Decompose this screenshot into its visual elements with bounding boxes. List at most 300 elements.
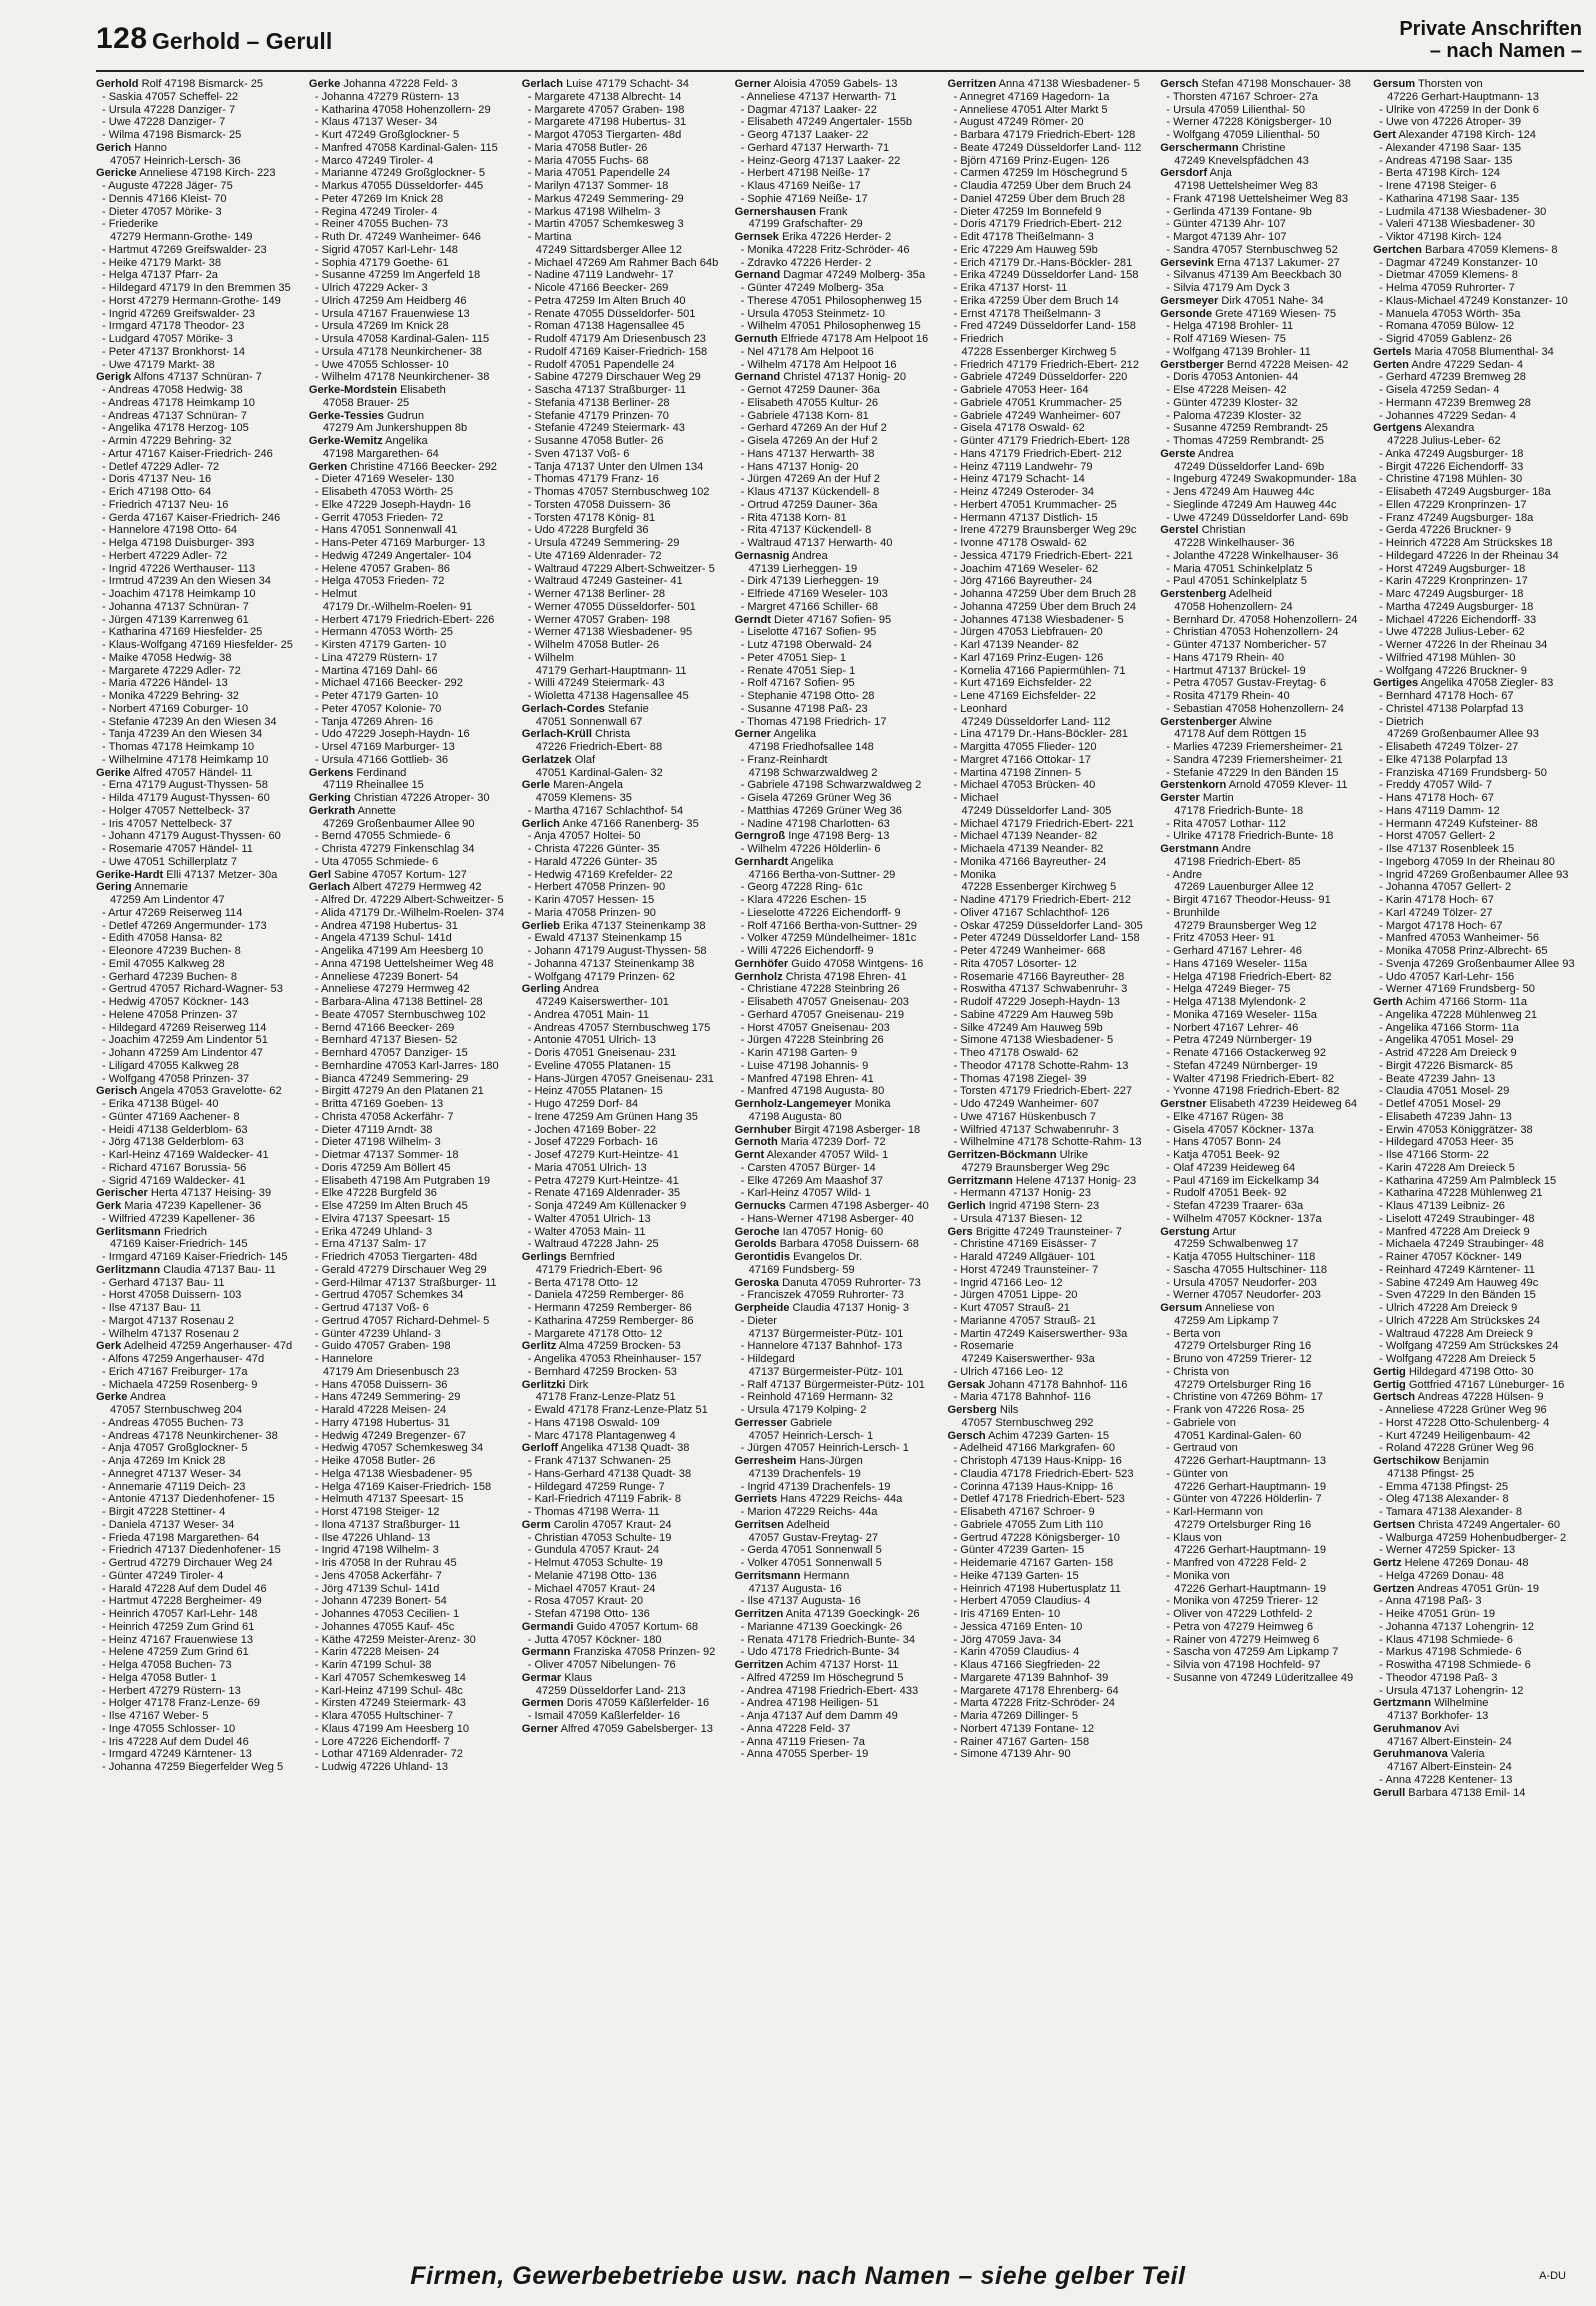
directory-entry: - Andreas 47058 Hedwig- 38 [102, 384, 243, 396]
directory-entry: - Brunhilde [1166, 906, 1220, 919]
surname: Gerke-Mordstein [308, 384, 398, 396]
directory-entry: - Gundula 47057 Kraut- 24 [527, 1544, 660, 1557]
directory-entry: - Elisabeth 47057 Gneisenau- 203 [740, 996, 909, 1008]
directory-entry: Gerlich Ingrid 47198 Stern- 23 [947, 1200, 1100, 1212]
directory-entry: - Karin 47229 Kronprinzen- 17 [1379, 575, 1528, 588]
directory-entry: - Ingeborg 47059 In der Rheinau 80 [1379, 855, 1555, 868]
directory-entry: - Jessica 47169 Enten- 10 [953, 1620, 1083, 1633]
directory-entry: Gerritzen-Böckmann Ulrike [947, 1149, 1088, 1161]
directory-entry: - Helga 47198 Brohler- 11 [1166, 320, 1294, 333]
directory-entry: - Peter 47179 Garten- 10 [314, 690, 439, 702]
directory-entry: - Svenja 47269 Großenbaumer Allee 93 [1379, 957, 1575, 970]
directory-entry: - Werner 47057 Neudorfer- 203 [1166, 1289, 1321, 1302]
directory-entry: 47169 Fundsberg- 59 [748, 1263, 855, 1276]
directory-entry: - Rita 47057 Lothar- 112 [1166, 817, 1286, 830]
directory-entry: - Günter 47249 Tiroler- 4 [102, 1569, 224, 1582]
directory-entry: - Karin 47228 Am Dreieck 5 [1379, 1161, 1515, 1174]
directory-entry: Gernershausen Frank [734, 205, 848, 218]
surname: Gernhöfer [734, 957, 789, 970]
directory-entry: - Sandra 47057 Sternbuschweg 52 [1166, 243, 1338, 256]
directory-entry: - Ute 47169 Aldenrader- 72 [527, 549, 662, 562]
directory-entry: - Gerd-Hilmar 47137 Straßburger- 11 [314, 1276, 497, 1289]
directory-entry: - Franz 47249 Augsburger- 18a [1379, 511, 1534, 524]
directory-entry: - Antonie 47137 Diedenhofener- 15 [102, 1493, 275, 1506]
surname: Gerresheim [734, 1455, 797, 1467]
surname: Gerke-Wemitz [308, 435, 383, 447]
directory-entry: - Friedrich [953, 333, 1004, 345]
directory-entry: - Norbert 47139 Fontane- 12 [953, 1722, 1095, 1735]
directory-entry: - Udo 47229 Joseph-Haydn- 16 [314, 728, 470, 741]
directory-entry: - Elisabeth 47055 Kultur- 26 [740, 396, 879, 409]
directory-entry: - Hildegard 47269 Reiserweg 114 [102, 1021, 267, 1034]
directory-entry: - Gabriele 47138 Korn- 81 [740, 409, 869, 422]
directory-entry: Gerritzen Anita 47139 Goeckingk- 26 [734, 1608, 920, 1620]
directory-entry: - Elke 47228 Burgfeld 36 [314, 1187, 437, 1200]
directory-entry: Gerloff Angelika 47138 Quadt- 38 [521, 1442, 690, 1455]
directory-entry: Gerresser Gabriele [734, 1416, 833, 1429]
directory-entry: Gersum Thorsten von [1373, 78, 1483, 90]
directory-entry: 47058 Hohenzollern- 24 [1174, 600, 1293, 613]
directory-entry: - Gertrud 47057 Richard-Wagner- 53 [102, 983, 283, 996]
directory-entry: - Angelika 47199 Am Heesberg 10 [314, 945, 484, 957]
directory-entry: - Michael 47166 Beecker- 292 [314, 677, 463, 690]
directory-entry: - Gisela 47269 Grüner Weg 36 [740, 792, 892, 804]
directory-entry: - Thorsten 47167 Schroer- 27a [1166, 90, 1318, 103]
directory-entry: Germandi Guido 47057 Kortum- 68 [521, 1620, 699, 1633]
directory-entry: - Hildegard 47226 In der Rheinau 34 [1379, 549, 1559, 562]
directory-entry: Gertig Hildegard 47198 Otto- 30 [1373, 1365, 1534, 1378]
directory-entry: - Karin 47228 Meisen- 24 [314, 1646, 440, 1659]
directory-entry: Gersmeyer Dirk 47051 Nahe- 34 [1160, 294, 1324, 307]
directory-entry: - Rudolf 47051 Beek- 92 [1166, 1187, 1287, 1200]
directory-entry: - Elfriede 47169 Weseler- 103 [740, 588, 888, 600]
surname: Gerigk [96, 371, 132, 384]
directory-entry: - Waltraud 47137 Herwarth- 40 [740, 537, 893, 549]
directory-entry: Gert Alexander 47198 Kirch- 124 [1373, 129, 1536, 141]
directory-entry: - Harald 47249 Allgäuer- 101 [953, 1251, 1096, 1263]
directory-entry: - Hildegard 47053 Heer- 35 [1379, 1136, 1514, 1149]
directory-entry: - Sabine 47229 Am Hauweg 59b [953, 1008, 1114, 1021]
directory-entry: - Detlef 47051 Mosel- 29 [1379, 1098, 1501, 1110]
directory-entry: - Manfred 47058 Kardinal-Galen- 115 [314, 141, 498, 154]
directory-entry: - Margot 47178 Hoch- 67 [1379, 919, 1503, 932]
directory-entry: - Ingrid 47226 Werthauser- 113 [102, 562, 256, 575]
directory-entry: - Rita 47057 Lösorter- 12 [953, 957, 1077, 970]
surname: Gerstenberg [1160, 588, 1227, 600]
directory-entry: Gersevink Erna 47137 Lakumer- 27 [1160, 256, 1340, 269]
directory-entry: 47279 Hermann-Grothe- 149 [110, 231, 253, 243]
directory-entry: - Martin 47057 Schemkesweg 3 [527, 218, 684, 231]
directory-entry: - Martha 47249 Augsburger- 18 [1379, 600, 1534, 613]
directory-entry: - Waltraud 47228 Jahn- 25 [527, 1238, 659, 1251]
directory-entry: - Alfred 47259 Im Höschegrund 5 [740, 1671, 904, 1684]
directory-entry: - Michael 47179 Friedrich-Ebert- 221 [953, 817, 1135, 830]
directory-entry: - Klaus 47169 Neiße- 17 [740, 180, 861, 192]
directory-entry: Gering Annemarie [96, 881, 188, 894]
directory-entry: - Peter 47269 Im Knick 28 [314, 192, 444, 205]
page-header [96, 18, 1582, 66]
directory-entry: - Sascha von 47259 Am Lipkamp 7 [1166, 1646, 1339, 1659]
directory-entry: - Eleonore 47239 Buchen- 8 [102, 945, 241, 957]
directory-entry: - Eric 47229 Am Hauweg 59b [953, 243, 1098, 256]
directory-column [735, 78, 948, 2228]
directory-entry: - Wilma 47198 Bismarck- 25 [102, 129, 242, 141]
directory-entry: Gernholz-Langemeyer Monika [734, 1098, 891, 1110]
directory-entry: - Else 47228 Meisen- 42 [1166, 384, 1287, 396]
directory-entry: - Monika 47229 Behring- 32 [102, 690, 239, 702]
directory-entry: - Ewald 47137 Steinenkamp 15 [527, 932, 682, 945]
directory-entry: - Inge 47055 Schlosser- 10 [102, 1722, 236, 1735]
directory-entry: 47139 Drachenfels- 19 [748, 1467, 861, 1480]
directory-entry: - Angela 47139 Schul- 141d [314, 932, 452, 945]
directory-entry: - Jürgen 47053 Liebfrauen- 20 [953, 626, 1103, 639]
directory-entry: - Gertrud 47057 Schemkes 34 [314, 1289, 464, 1302]
directory-entry: 47051 Kardinal-Galen- 32 [535, 766, 663, 779]
directory-entry: - Katja 47055 Hultschiner- 118 [1166, 1251, 1316, 1263]
directory-entry: - Stephanie 47198 Otto- 28 [740, 690, 875, 702]
directory-entry: - Stefanie 47179 Prinzen- 70 [527, 409, 669, 422]
directory-entry: Geroska Danuta 47059 Ruhrorter- 73 [734, 1276, 921, 1289]
directory-entry: 47269 Großenbaumer Allee 90 [322, 817, 475, 830]
directory-entry: 47249 Düsseldorfer Land- 69b [1174, 460, 1325, 473]
directory-entry: - Johannes 47055 Kauf- 45c [314, 1620, 455, 1633]
directory-entry: - Helga 47169 Kaiser-Friedrich- 158 [314, 1480, 492, 1493]
directory-entry: - Viktor 47198 Kirch- 124 [1379, 231, 1502, 243]
directory-entry: - Susanne von 47249 Lüderitzallee 49 [1166, 1671, 1354, 1684]
directory-entry: - Marianne 47139 Goeckingk- 26 [740, 1620, 903, 1633]
surname: Gerke [96, 1391, 128, 1404]
directory-entry: - Norbert 47167 Lehrer- 46 [1166, 1021, 1299, 1034]
directory-entry: - Stefanie 47249 Steiermark- 43 [527, 422, 685, 435]
surname: Gerritsmann [734, 1569, 801, 1582]
directory-entry: Gerkrath Annette [308, 804, 396, 817]
directory-entry: - Ludwig 47226 Uhland- 13 [314, 1761, 449, 1773]
directory-entry: - Adelheid 47166 Markgrafen- 60 [953, 1442, 1116, 1455]
directory-entry: - Hans-Werner 47198 Asberger- 40 [740, 1212, 914, 1225]
directory-entry: - Andrea 47198 Friedrich-Ebert- 433 [740, 1684, 919, 1697]
directory-entry: - Wilhelm 47051 Philosophenweg 15 [740, 320, 921, 333]
surname: Gerke-Tessies [308, 409, 384, 422]
directory-entry: - Heike 47058 Butler- 26 [314, 1455, 436, 1467]
directory-entry: - Rudolf 47051 Papendelle 24 [527, 358, 675, 371]
directory-entry: Gertzen Andreas 47051 Grün- 19 [1373, 1582, 1540, 1595]
directory-entry: Gerritsmann Hermann [734, 1569, 850, 1582]
directory-entry: - Hedwig 47057 Köckner- 143 [102, 996, 249, 1008]
directory-entry: - Claudia 47259 Über dem Bruch 24 [953, 180, 1132, 192]
directory-entry: 47228 Essenberger Kirchweg 5 [961, 345, 1117, 358]
directory-entry: - Klara 47226 Eschen- 15 [740, 894, 867, 906]
directory-entry: - Daniela 47259 Remberger- 86 [527, 1289, 684, 1302]
surname: Gerisch [96, 1085, 138, 1098]
surname: Gerlitzki [521, 1378, 566, 1391]
surname: Germ [521, 1518, 551, 1531]
directory-entry: - Udo 47057 Karl-Lehr- 156 [1379, 970, 1515, 983]
directory-entry: - Ingrid 47269 Greifswalder- 23 [102, 307, 255, 320]
directory-entry: - Werner 47138 Wiesbadener- 95 [527, 626, 693, 639]
surname: Gerloff [521, 1442, 559, 1455]
directory-entry: 47119 Rheinallee 15 [322, 779, 424, 792]
directory-entry: - Marlies 47239 Friemersheimer- 21 [1166, 741, 1343, 753]
directory-entry: - Anna 47228 Kentener- 13 [1379, 1773, 1513, 1786]
directory-entry: - Thomas 47179 Franz- 16 [527, 473, 659, 486]
directory-entry: - Christiane 47228 Steinbring 26 [740, 983, 900, 996]
directory-entry: - Johanna 47137 Schnüran- 7 [102, 600, 249, 613]
surname: Gerling [521, 983, 561, 996]
directory-entry: - Hans 47058 Duissern- 36 [314, 1378, 448, 1391]
directory-entry: - Sigrid 47059 Gablenz- 26 [1379, 333, 1512, 345]
directory-entry: - Irene 47259 Am Grünen Hang 35 [527, 1110, 698, 1123]
directory-entry: - Doris 47259 Am Böllert 45 [314, 1161, 451, 1174]
directory-entry: - Irene 47279 Braunsberger Weg 29c [953, 524, 1137, 537]
directory-entry: - Markus 47198 Wilhelm- 3 [527, 205, 661, 218]
directory-entry: - Britta 47169 Goeben- 13 [314, 1098, 444, 1110]
directory-entry: - Gerda 47167 Kaiser-Friedrich- 246 [102, 511, 281, 524]
directory-entry: 47178 Franz-Lenze-Platz 51 [535, 1391, 676, 1404]
directory-entry: - Anna 47119 Friesen- 7a [740, 1735, 865, 1748]
directory-entry: - Johanna 47259 Über dem Bruch 24 [953, 600, 1136, 613]
directory-entry: - Gisela 47269 An der Huf 2 [740, 435, 878, 447]
directory-entry: - Hans 47057 Bonn- 24 [1166, 1136, 1282, 1149]
name-range: Gerhold – Gerull [152, 28, 333, 54]
directory-entry: - Günter 47179 Friedrich-Ebert- 128 [953, 435, 1130, 447]
directory-entry: - Karin 47199 Schul- 38 [314, 1659, 432, 1671]
directory-entry: Gerhold Rolf 47198 Bismarck- 25 [96, 78, 264, 90]
directory-entry: - Ursula 47137 Biesen- 12 [953, 1212, 1083, 1225]
directory-entry: Gerner Alfred 47059 Gabelsberger- 13 [521, 1722, 713, 1735]
directory-entry: - Regina 47249 Tiroler- 4 [314, 205, 438, 218]
directory-entry: - Manfred 47198 Ehren- 41 [740, 1072, 874, 1085]
directory-entry: Gernt Alexander 47057 Wild- 1 [734, 1149, 889, 1161]
directory-entry: - Theo 47178 Oswald- 62 [953, 1047, 1079, 1059]
directory-entry: - Ursula 47057 Neudorfer- 203 [1166, 1276, 1317, 1289]
directory-entry: - Ilse 47167 Weber- 5 [102, 1710, 209, 1722]
directory-entry: - Gerhard 47137 Herwarth- 71 [740, 141, 890, 154]
footer-code: A-DU [1539, 2270, 1566, 2282]
directory-entry: - Rosa 47057 Kraut- 20 [527, 1595, 644, 1608]
surname: Gersdorf [1160, 167, 1208, 180]
directory-entry: - Rainer 47057 Köckner- 149 [1379, 1251, 1522, 1263]
directory-entry: - Horst 47249 Traunsteiner- 7 [953, 1263, 1099, 1276]
directory-entry: - Roland 47228 Grüner Weg 96 [1379, 1442, 1534, 1455]
directory-entry: - Irene 47198 Steiger- 6 [1379, 180, 1497, 192]
surname: Gerlich [947, 1200, 986, 1212]
directory-entry: - Manfred 47198 Augusta- 80 [740, 1085, 885, 1098]
directory-entry: Gerpheide Claudia 47137 Honig- 3 [734, 1302, 910, 1314]
directory-entry: - Helga 47138 Mylendonk- 2 [1166, 996, 1306, 1008]
directory-entry: 47249 Kaiserswerther- 101 [535, 996, 669, 1008]
directory-entry: - Birgit 47167 Theodor-Heuss- 91 [1166, 894, 1331, 906]
directory-entry: - Maria 47226 Händel- 13 [102, 677, 228, 690]
directory-entry: - Heidi 47138 Gelderblom- 63 [102, 1123, 248, 1136]
directory-entry: - Eveline 47055 Platanen- 15 [527, 1059, 671, 1072]
directory-entry: - Elisabeth 47249 Augsburger- 18a [1379, 486, 1551, 498]
directory-entry: - Matthias 47269 Grüner Weg 36 [740, 804, 902, 817]
directory-entry: Gerich Hanno [96, 141, 167, 154]
directory-entry: - Horst 47057 Gellert- 2 [1379, 830, 1496, 843]
directory-entry: - Klara 47055 Hultschiner- 7 [314, 1710, 453, 1722]
directory-entry: - Volker 47259 Mündelheimer- 181c [740, 932, 917, 945]
directory-entry: 47226 Gerhart-Hauptmann- 13 [1174, 1455, 1327, 1467]
directory-entry: - Claudia 47178 Friedrich-Ebert- 523 [953, 1467, 1134, 1480]
directory-entry: - Petra 47057 Gustav-Freytag- 6 [1166, 677, 1326, 690]
directory-entry: - Christoph 47139 Haus-Knipp- 16 [953, 1455, 1122, 1467]
directory-entry: - Berta von [1166, 1327, 1221, 1340]
directory-entry: - Sabine 47249 Am Hauweg 49c [1379, 1276, 1539, 1289]
surname: Gerner [521, 1722, 559, 1735]
directory-entry: 47057 Gustav-Freytag- 27 [748, 1531, 879, 1544]
directory-entry: Gerritzmann Helene 47137 Honig- 23 [947, 1174, 1137, 1187]
directory-entry: - Willi 47249 Steiermark- 43 [527, 677, 665, 690]
directory-entry: - Wilhelm [527, 651, 574, 664]
directory-entry: - Joachim 47178 Heimkamp 10 [102, 588, 256, 600]
directory-entry: 47058 Brauer- 25 [322, 396, 410, 409]
surname: Geruhmanova [1373, 1748, 1448, 1761]
directory-entry: - Kirsten 47179 Garten- 10 [314, 639, 447, 651]
directory-entry: 47198 Margarethen- 64 [322, 447, 439, 460]
directory-entry: Gernholz Christa 47198 Ehren- 41 [734, 970, 907, 983]
directory-entry: - Marianne 47249 Großglockner- 5 [314, 167, 486, 180]
directory-entry: - Thomas 47057 Sternbuschweg 102 [527, 486, 710, 498]
directory-entry: 47269 Großenbaumer Allee 93 [1387, 728, 1539, 741]
directory-entry: - Franz-Reinhardt [740, 753, 828, 766]
directory-entry: Gerlitsmann Friedrich [96, 1225, 207, 1238]
surname: Gers [947, 1225, 973, 1238]
directory-entry: 47198 Friedrich-Ebert- 85 [1174, 855, 1301, 868]
directory-entry: - Norbert 47169 Coburger- 10 [102, 702, 249, 715]
directory-entry: 47059 Klemens- 35 [535, 792, 632, 804]
directory-entry: Gerriets Hans 47229 Reichs- 44a [734, 1493, 903, 1506]
directory-entry: Gerstenberger Alwine [1160, 715, 1272, 728]
directory-entry: Gerlach Luise 47179 Schacht- 34 [521, 78, 689, 90]
directory-entry: - Andreas 47178 Neunkirchener- 38 [102, 1429, 278, 1442]
directory-entry: - Daniel 47259 Über dem Bruch 28 [953, 192, 1125, 205]
directory-entry: - Gisela 47057 Köckner- 137a [1166, 1123, 1314, 1136]
directory-entry: - Margarete 47198 Hubertus- 31 [527, 116, 687, 129]
directory-entry: - Hedwig 47249 Bregenzer- 67 [314, 1429, 466, 1442]
directory-entry: - Rainer 47167 Garten- 158 [953, 1735, 1090, 1748]
directory-entry: - Torsten 47179 Friedrich-Ebert- 227 [953, 1085, 1133, 1098]
directory-entry: - Heinrich 47057 Karl-Lehr- 148 [102, 1608, 258, 1620]
directory-entry: - Anneliese 47137 Herwarth- 71 [740, 90, 897, 103]
surname: Gerstenkorn [1160, 779, 1227, 792]
directory-entry: - Ernst 47178 Theißelmann- 3 [953, 307, 1101, 320]
directory-entry: - Georg 47228 Ring- 61c [740, 881, 863, 894]
directory-entry: - Ismail 47059 Kaßlerfelder- 16 [527, 1710, 681, 1722]
directory-entry: - Wilfried 47239 Kapellener- 36 [102, 1212, 255, 1225]
directory-entry: - Maria 47058 Prinzen- 90 [527, 906, 656, 919]
directory-entry: Gernand Christel 47137 Honig- 20 [734, 371, 907, 384]
directory-entry: - Hilda 47179 August-Thyssen- 60 [102, 792, 270, 804]
directory-entry: Gerlatzek Olaf [521, 753, 596, 766]
directory-entry: - Stefan 47239 Traarer- 63a [1166, 1200, 1304, 1212]
directory-entry: Gerstner Elisabeth 47239 Heideweg 64 [1160, 1098, 1358, 1110]
surname: Gerlach [308, 881, 351, 894]
directory-entry: Geruhmanova Valeria [1373, 1748, 1485, 1761]
directory-entry: - Herbert 47059 Claudius- 4 [953, 1595, 1091, 1608]
directory-entry: 47279 Braunsberger Weg 12 [1174, 919, 1317, 932]
directory-entry: - Manfred 47228 Am Dreieck 9 [1379, 1225, 1530, 1238]
directory-entry: - Stefania 47138 Berliner- 28 [527, 396, 670, 409]
directory-entry: Gerike-Hardt Elli 47137 Metzer- 30a [96, 868, 278, 881]
directory-entry: - Ursula 47167 Frauenwiese 13 [314, 307, 470, 320]
directory-entry: - Ursula 47178 Neunkirchener- 38 [314, 345, 482, 358]
directory-entry: - Valeri 47138 Wiesbadener- 30 [1379, 218, 1535, 231]
directory-entry: Gerlach-Krüll Christa [521, 728, 631, 741]
directory-entry: - Bernhardine 47053 Karl-Jarres- 180 [314, 1059, 499, 1072]
directory-entry: Gerlach Albert 47279 Hermweg 42 [308, 881, 482, 894]
directory-entry: Gerlich Anke 47166 Ranenberg- 35 [521, 817, 699, 830]
directory-entry: - Fred 47249 Düsseldorfer Land- 158 [953, 320, 1136, 333]
directory-entry: - Karl-Heinz 47169 Waldecker- 41 [102, 1149, 269, 1161]
directory-entry: 47137 Augusta- 16 [748, 1582, 842, 1595]
directory-entry: - Michael 47139 Neander- 82 [953, 830, 1098, 843]
surname: Gerritsen [734, 1518, 784, 1531]
directory-entry: - Hans 47179 Rhein- 40 [1166, 651, 1285, 664]
directory-entry: - Wilhelmine 47178 Schotte-Rahm- 13 [953, 1136, 1142, 1149]
directory-entry: - Hans-Gerhard 47138 Quadt- 38 [527, 1467, 692, 1480]
surname: Gernhuber [734, 1123, 792, 1136]
directory-entry: - Lore 47226 Eichendorff- 7 [314, 1735, 450, 1748]
directory-entry: - Susanne 47058 Butler- 26 [527, 435, 664, 447]
directory-entry: Gertels Maria 47058 Blumenthal- 34 [1373, 345, 1554, 358]
directory-entry: - Heinrich 47198 Hubertusplatz 11 [953, 1582, 1121, 1595]
directory-entry: - Alfons 47259 Angerhauser- 47d [102, 1353, 265, 1365]
directory-entry: - Michael 47269 Am Rahmer Bach 64b [527, 256, 719, 269]
directory-entry: - Udo 47228 Burgfeld 36 [527, 524, 649, 537]
directory-entry: - Dagmar 47249 Konstanzer- 10 [1379, 256, 1538, 269]
directory-entry: - Detlef 47178 Friedrich-Ebert- 523 [953, 1493, 1125, 1506]
directory-entry: - Joachim 47169 Weseler- 62 [953, 562, 1099, 575]
directory-entry: - Udo 47178 Friedrich-Bunte- 34 [740, 1646, 900, 1659]
directory-entry: 47226 Gerhart-Hauptmann- 19 [1174, 1480, 1327, 1493]
surname: Gerndt [734, 613, 771, 626]
directory-entry: 47198 Friedhofsallee 148 [748, 741, 874, 753]
surname: Gerontidis [734, 1251, 791, 1263]
directory-entry: - Reinhold 47169 Hermann- 32 [740, 1391, 893, 1404]
directory-entry: - Doris 47053 Antonien- 44 [1166, 371, 1299, 384]
directory-entry: Gerk Maria 47239 Kapellener- 36 [96, 1200, 262, 1212]
directory-entry: - Uwe 47055 Schlosser- 10 [314, 358, 449, 371]
directory-entry: - Günter 47169 Aachener- 8 [102, 1110, 240, 1123]
directory-entry: - Elisabeth 47249 Tölzer- 27 [1379, 741, 1519, 753]
directory-entry: - Fritz 47053 Heer- 91 [1166, 932, 1275, 945]
directory-entry: - Rosemarie 47166 Bayreuther- 28 [953, 970, 1125, 983]
directory-entry: - Helga 47249 Bieger- 75 [1166, 983, 1291, 996]
directory-entry: - Birgit 47228 Stettiner- 4 [102, 1506, 226, 1518]
surname: Germandi [521, 1620, 574, 1633]
directory-entry: - Karl 47139 Neander- 82 [953, 639, 1079, 651]
directory-entry: - Gerhard 47137 Bau- 11 [102, 1276, 225, 1289]
directory-entry: - Gerrit 47053 Frieden- 72 [314, 511, 444, 524]
directory-entry: - Gabriele 47051 Krummacher- 25 [953, 396, 1122, 409]
directory-entry: - Werner 47169 Frundsberg- 50 [1379, 983, 1535, 996]
directory-entry: - Rolf 47167 Sofien- 95 [740, 677, 855, 690]
directory-entry: - Torsten 47178 König- 81 [527, 511, 656, 524]
directory-entry: - Helene 47259 Zum Grind 61 [102, 1646, 249, 1659]
directory-entry: - Michael 47057 Kraut- 24 [527, 1582, 656, 1595]
directory-entry: - Torsten 47058 Duissern- 36 [527, 498, 671, 511]
directory-entry: - Christa von [1166, 1365, 1230, 1378]
directory-entry: - Olaf 47239 Heideweg 64 [1166, 1161, 1296, 1174]
directory-entry: - Wolfgang 47058 Prinzen- 37 [102, 1072, 250, 1085]
directory-entry: - Andreas 47198 Saar- 135 [1379, 154, 1513, 167]
directory-entry: - Angelika 47051 Mosel- 29 [1379, 1034, 1514, 1047]
directory-entry: 47179 Gerhart-Hauptmann- 11 [535, 664, 687, 677]
directory-entry: - Andreas 47137 Schnüran- 7 [102, 409, 247, 422]
directory-entry: - Hartmut 47228 Bergheimer- 49 [102, 1595, 262, 1608]
directory-entry: 47138 Pfingst- 25 [1387, 1467, 1475, 1480]
directory-entry: Germar Klaus [521, 1671, 593, 1684]
